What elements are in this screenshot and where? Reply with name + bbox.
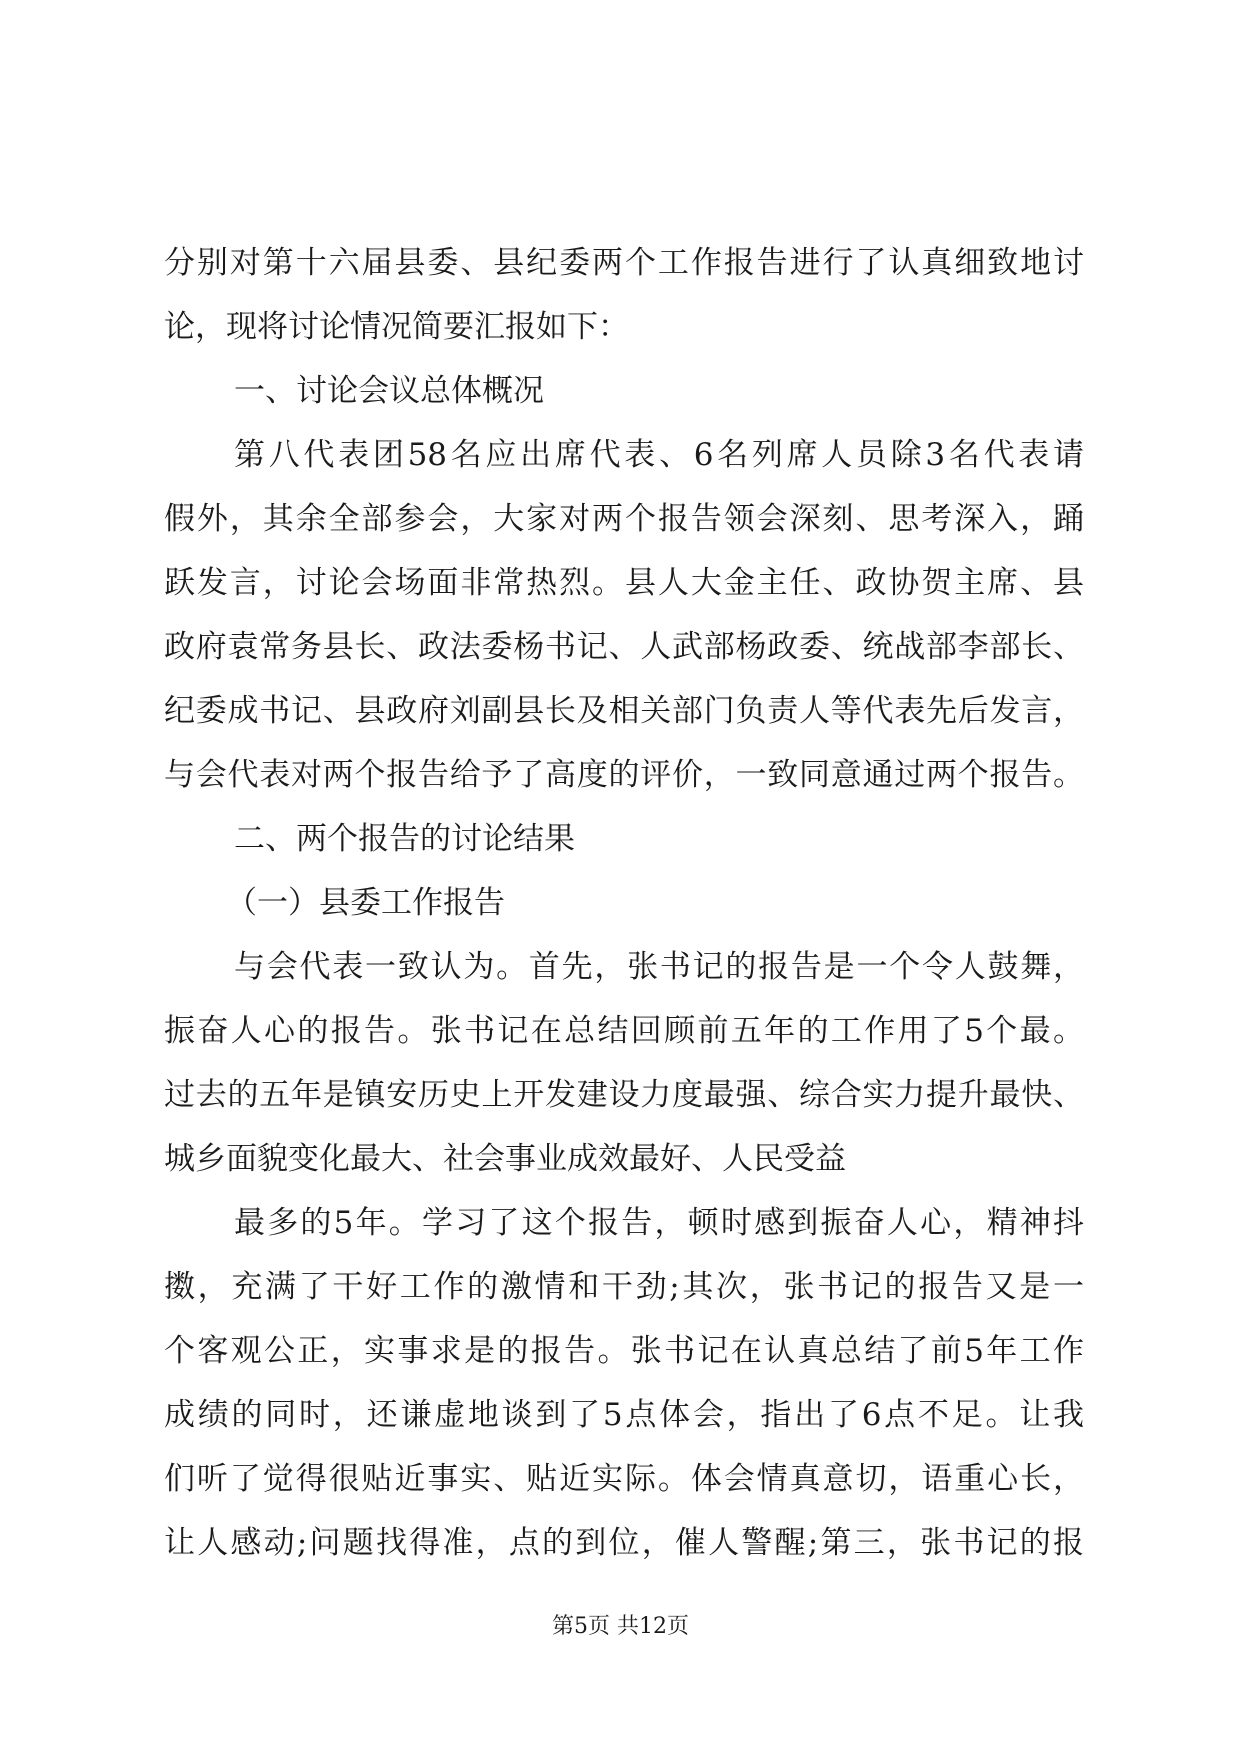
text-line: 与会代表一致认为。首先，张书记的报告是一个令人鼓舞， [234, 949, 1084, 985]
text-line: 与会代表对两个报告给予了高度的评价，一致同意通过两个报告。 [164, 757, 1084, 793]
text-line: 让人感动;问题找得准，点的到位，催人警醒;第三，张书记的报 [164, 1525, 1084, 1561]
text-line: 跃发言，讨论会场面非常热烈。县人大金主任、政协贺主席、县 [164, 565, 1084, 601]
text-line: 个客观公正，实事求是的报告。张书记在认真总结了前5年工作 [164, 1333, 1084, 1369]
text-line: 们听了觉得很贴近事实、贴近实际。体会情真意切，语重心长， [164, 1461, 1084, 1497]
subsection-heading: （一）县委工作报告 [226, 885, 505, 921]
text-line: 过去的五年是镇安历史上开发建设力度最强、综合实力提升最快、 [164, 1077, 1084, 1113]
page-number-label: 第5页 共12页 [552, 1614, 689, 1639]
text-line: 纪委成书记、县政府刘副县长及相关部门负责人等代表先后发言， [164, 693, 1084, 729]
text-line: 擞，充满了干好工作的激情和干劲;其次，张书记的报告又是一 [164, 1269, 1084, 1305]
text-line: 假外，其余全部参会，大家对两个报告领会深刻、思考深入，踊 [164, 501, 1084, 537]
text-line: 最多的5年。学习了这个报告，顿时感到振奋人心，精神抖 [234, 1205, 1084, 1241]
text-line: 论，现将讨论情况简要汇报如下： [164, 309, 629, 345]
text-line: 第八代表团58名应出席代表、6名列席人员除3名代表请 [234, 437, 1084, 473]
text-line: 成绩的同时，还谦虚地谈到了5点体会，指出了6点不足。让我 [164, 1397, 1084, 1433]
text-line: 振奋人心的报告。张书记在总结回顾前五年的工作用了5个最。 [164, 1013, 1084, 1049]
section-heading: 二、两个报告的讨论结果 [234, 821, 575, 857]
text-line: 城乡面貌变化最大、社会事业成效最好、人民受益 [164, 1141, 846, 1177]
document-body [164, 231, 1084, 1575]
section-heading: 一、讨论会议总体概况 [234, 373, 544, 409]
page-footer [0, 1612, 1241, 1642]
text-line: 分别对第十六届县委、县纪委两个工作报告进行了认真细致地讨 [164, 245, 1084, 281]
text-line: 政府袁常务县长、政法委杨书记、人武部杨政委、统战部李部长、 [164, 629, 1084, 665]
